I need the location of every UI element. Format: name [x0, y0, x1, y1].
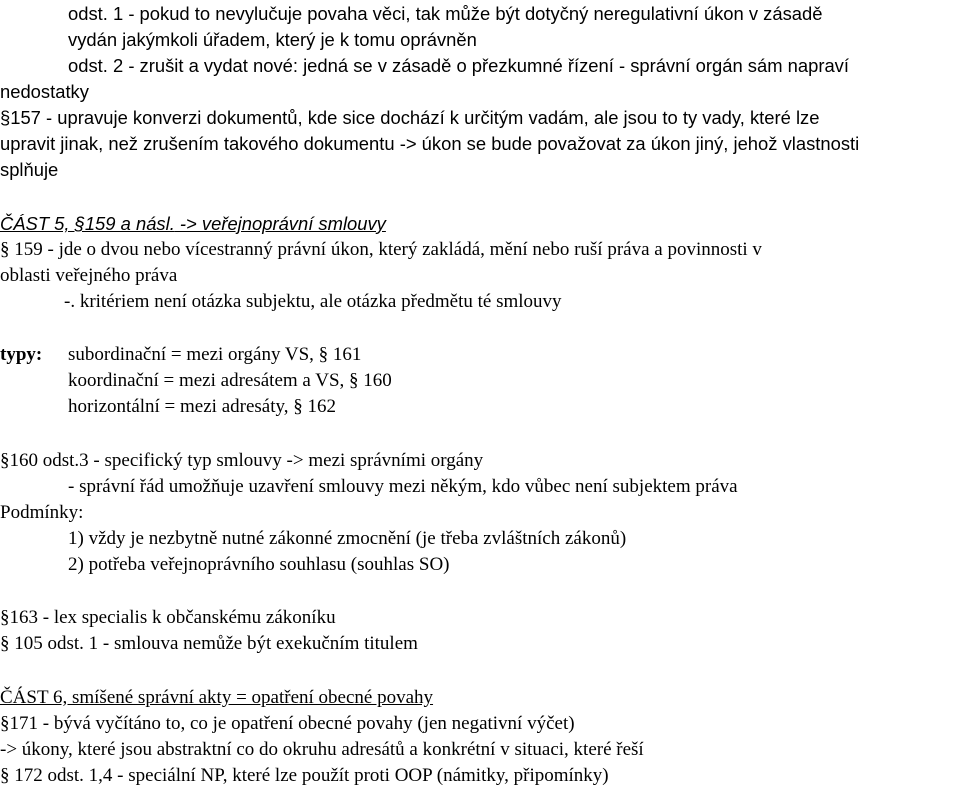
text-line: -. kritériem není otázka subjektu, ale otázka předmětu té smlouvy — [64, 291, 562, 312]
type-item: koordinační = mezi adresátem a VS, § 160 — [68, 370, 392, 391]
conditions-label: Podmínky: — [0, 502, 84, 523]
text-line: § 159 - jde o dvou nebo vícestranný právní úkon, který zakládá, mění nebo ruší práva a povinnosti v — [0, 239, 762, 260]
text-line: - správní řád umožňuje uzavření smlouvy mezi někým, kdo vůbec není subjektem práva — [68, 476, 738, 497]
text-line: §163 - lex specialis k občanskému zákoníku — [0, 607, 336, 628]
text-line: § 105 odst. 1 - smlouva nemůže být exekučním titulem — [0, 633, 418, 654]
text-line: § 172 odst. 1,4 - speciální NP, které lze použít proti OOP (námitky, připomínky) — [0, 765, 609, 786]
text-line: §171 - bývá vyčítáno to, co je opatření obecné povahy (jen negativní výčet) — [0, 713, 575, 734]
section-5-heading-rest: -> veřejnoprávní smlouvy — [174, 213, 386, 234]
text-line: odst. 1 - pokud to nevylučuje povaha věci, tak může být dotyčný neregulativní úkon v zásadě — [68, 3, 823, 24]
type-item: subordinační = mezi orgány VS, § 161 — [68, 344, 362, 365]
text-line: vydán jakýmkoli úřadem, který je k tomu oprávněn — [68, 29, 477, 50]
text-line: splňuje — [0, 159, 59, 180]
condition-item: 2) potřeba veřejnoprávního souhlasu (souhlas SO) — [68, 554, 450, 575]
types-label: typy: — [0, 344, 43, 365]
condition-item: 1) vždy je nezbytně nutné zákonné zmocnění (je třeba zvláštních zákonů) — [68, 528, 627, 549]
text-line: §157 - upravuje konverzi dokumentů, kde sice dochází k určitým vadám, ale jsou to ty vady, které lze — [0, 107, 820, 128]
section-6-heading: ČÁST 6, smíšené správní akty = opatření obecné povahy — [0, 687, 434, 708]
text-line: §160 odst.3 - specifický typ smlouvy -> mezi správními orgány — [0, 450, 484, 471]
text-line: -> úkony, které jsou abstraktní co do okruhu adresátů a konkrétní v situaci, které řeší — [0, 739, 644, 760]
text-line: odst. 2 - zrušit a vydat nové: jedná se v zásadě o přezkumné řízení - správní orgán sám napraví — [68, 55, 849, 76]
text-line: nedostatky — [0, 81, 89, 102]
section-5-heading-italic: ČÁST 5, §159 a násl. — [0, 213, 175, 234]
text-line: upravit jinak, než zrušením takového dokumentu -> úkon se bude považovat za úkon jiný, jehož vlastnosti — [0, 133, 860, 154]
section-5-heading — [0, 211, 960, 237]
type-item: horizontální = mezi adresáty, § 162 — [68, 396, 337, 417]
text-line: oblasti veřejného práva — [0, 265, 178, 286]
